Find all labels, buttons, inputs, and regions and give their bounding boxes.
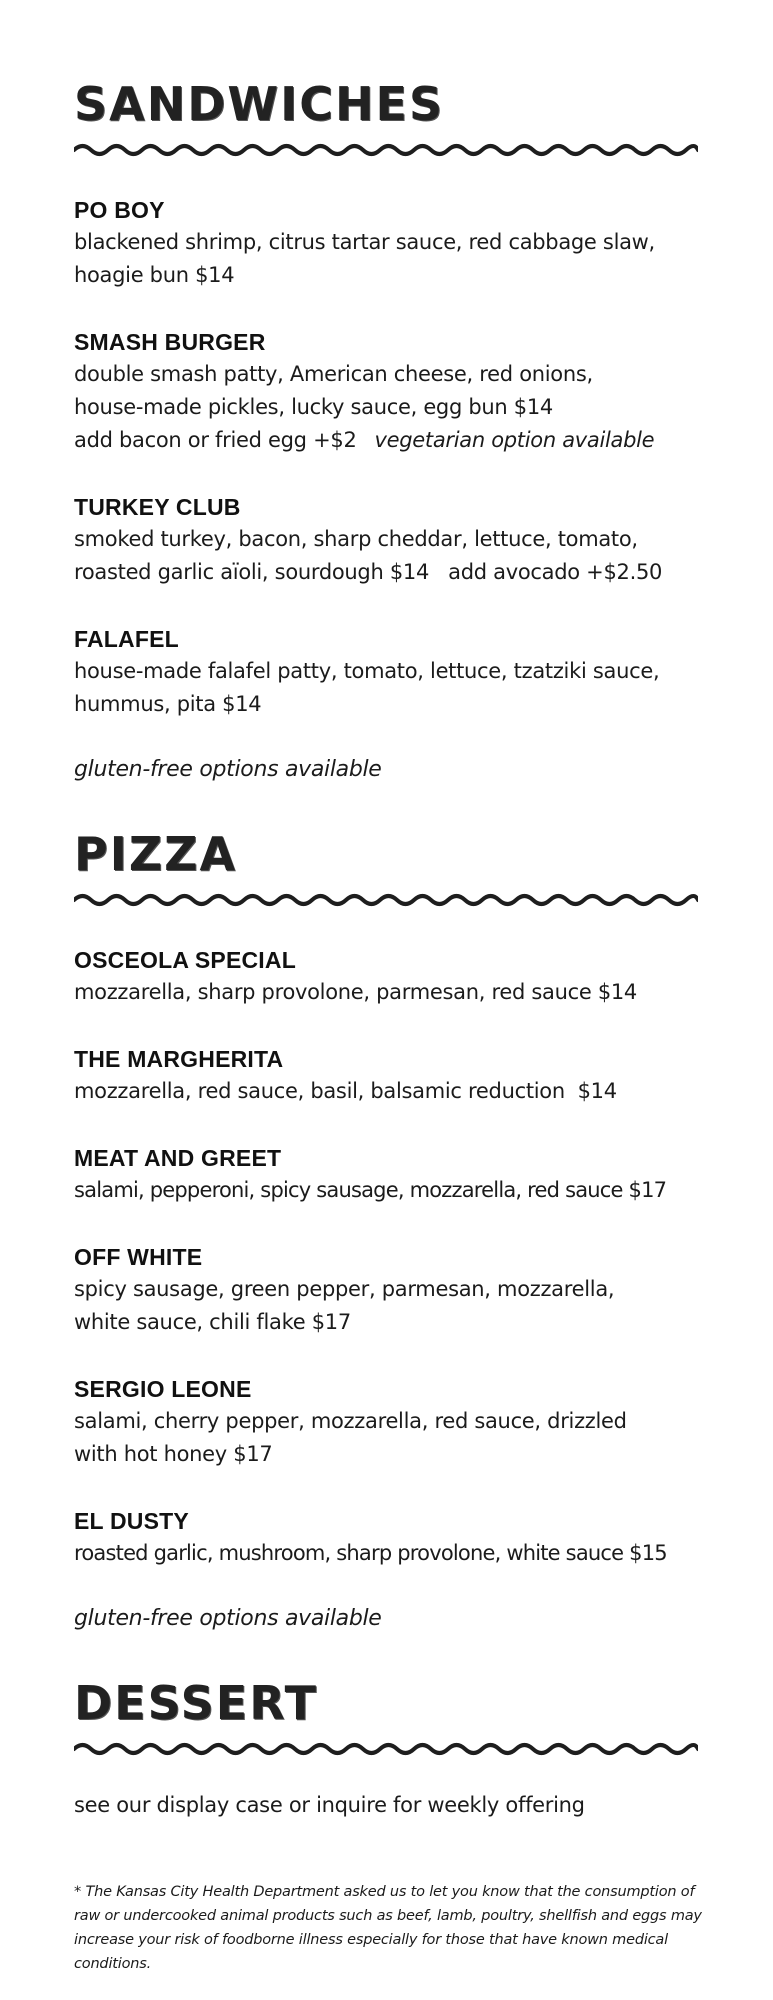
menu-item-el-dusty: [74, 1505, 704, 1570]
sandwich-list: [74, 194, 704, 721]
item-description: house-made falafel patty, tomato, lettuce, tzatziki sauce,: [74, 659, 660, 683]
item-name: OFF WHITE: [74, 1244, 203, 1270]
item-name: OSCEOLA SPECIAL: [74, 947, 296, 973]
menu-item-turkey-club: [74, 491, 704, 589]
menu-item-osceola-special: [74, 944, 704, 1009]
item-description: blackened shrimp, citrus tartar sauce, red cabbage slaw,: [74, 230, 655, 254]
menu: [74, 78, 704, 1991]
gluten-free-note: gluten-free options available: [74, 757, 382, 782]
section-title-sandwiches: SANDWICHES: [74, 77, 445, 131]
item-description: roasted garlic, mushroom, sharp provolone, white sauce $15: [74, 1541, 667, 1565]
item-name: PO BOY: [74, 197, 165, 223]
section-title-dessert: DESSERT: [74, 1676, 318, 1730]
item-description: house-made pickles, lucky sauce, egg bun $14: [74, 395, 553, 419]
item-name: THE MARGHERITA: [74, 1046, 284, 1072]
item-addon-line: [74, 424, 704, 457]
item-description: with hot honey $17: [74, 1442, 273, 1466]
menu-item-off-white: [74, 1241, 704, 1339]
menu-item-falafel: [74, 623, 704, 721]
gluten-free-note: gluten-free options available: [74, 1606, 382, 1631]
item-description: double smash patty, American cheese, red onions,: [74, 362, 593, 386]
item-description: roasted garlic aïoli, sourdough $14 add avocado +$2.50: [74, 560, 663, 584]
item-description: mozzarella, red sauce, basil, balsamic reduction $14: [74, 1079, 617, 1103]
wavy-divider: [74, 142, 698, 158]
dessert-description: see our display case or inquire for weekly offering: [74, 1793, 585, 1817]
wavy-divider: [74, 1741, 698, 1757]
menu-item-the-margherita: [74, 1043, 704, 1108]
item-description: hoagie bun $14: [74, 263, 235, 287]
item-description: smoked turkey, bacon, sharp cheddar, lettuce, tomato,: [74, 527, 638, 551]
sandwiches-section: [74, 78, 704, 786]
menu-item-smash-burger: [74, 326, 704, 457]
pizza-section: [74, 828, 704, 1635]
item-description: spicy sausage, green pepper, parmesan, mozzarella,: [74, 1277, 615, 1301]
item-description: salami, pepperoni, spicy sausage, mozzarella, red sauce $17: [74, 1178, 667, 1202]
section-title-pizza: PIZZA: [74, 827, 238, 881]
menu-item-meat-and-greet: [74, 1142, 704, 1207]
item-name: EL DUSTY: [74, 1508, 189, 1534]
item-name: MEAT AND GREET: [74, 1145, 282, 1171]
item-description: salami, cherry pepper, mozzarella, red sauce, drizzled: [74, 1409, 627, 1433]
menu-item-sergio-leone: [74, 1373, 704, 1471]
item-description: mozzarella, sharp provolone, parmesan, red sauce $14: [74, 980, 637, 1004]
item-description: hummus, pita $14: [74, 692, 262, 716]
menu-item-po-boy: [74, 194, 704, 292]
item-name: FALAFEL: [74, 626, 179, 652]
pizza-list: [74, 944, 704, 1570]
item-name: SERGIO LEONE: [74, 1376, 252, 1402]
dessert-section: [74, 1677, 704, 1822]
item-name: SMASH BURGER: [74, 329, 266, 355]
vegetarian-note: vegetarian option available: [374, 428, 655, 452]
health-disclaimer: * The Kansas City Health Department asked us to let you know that the consumption of raw or undercooked animal products such as beef, lamb, poultry, shellfish and eggs may increase your risk of foodborne illness especially for those that have known medical conditions.: [74, 1884, 702, 1972]
item-description: white sauce, chili flake $17: [74, 1310, 351, 1334]
wavy-divider: [74, 892, 698, 908]
item-addon: add bacon or fried egg +$2: [74, 428, 357, 452]
item-name: TURKEY CLUB: [74, 494, 241, 520]
